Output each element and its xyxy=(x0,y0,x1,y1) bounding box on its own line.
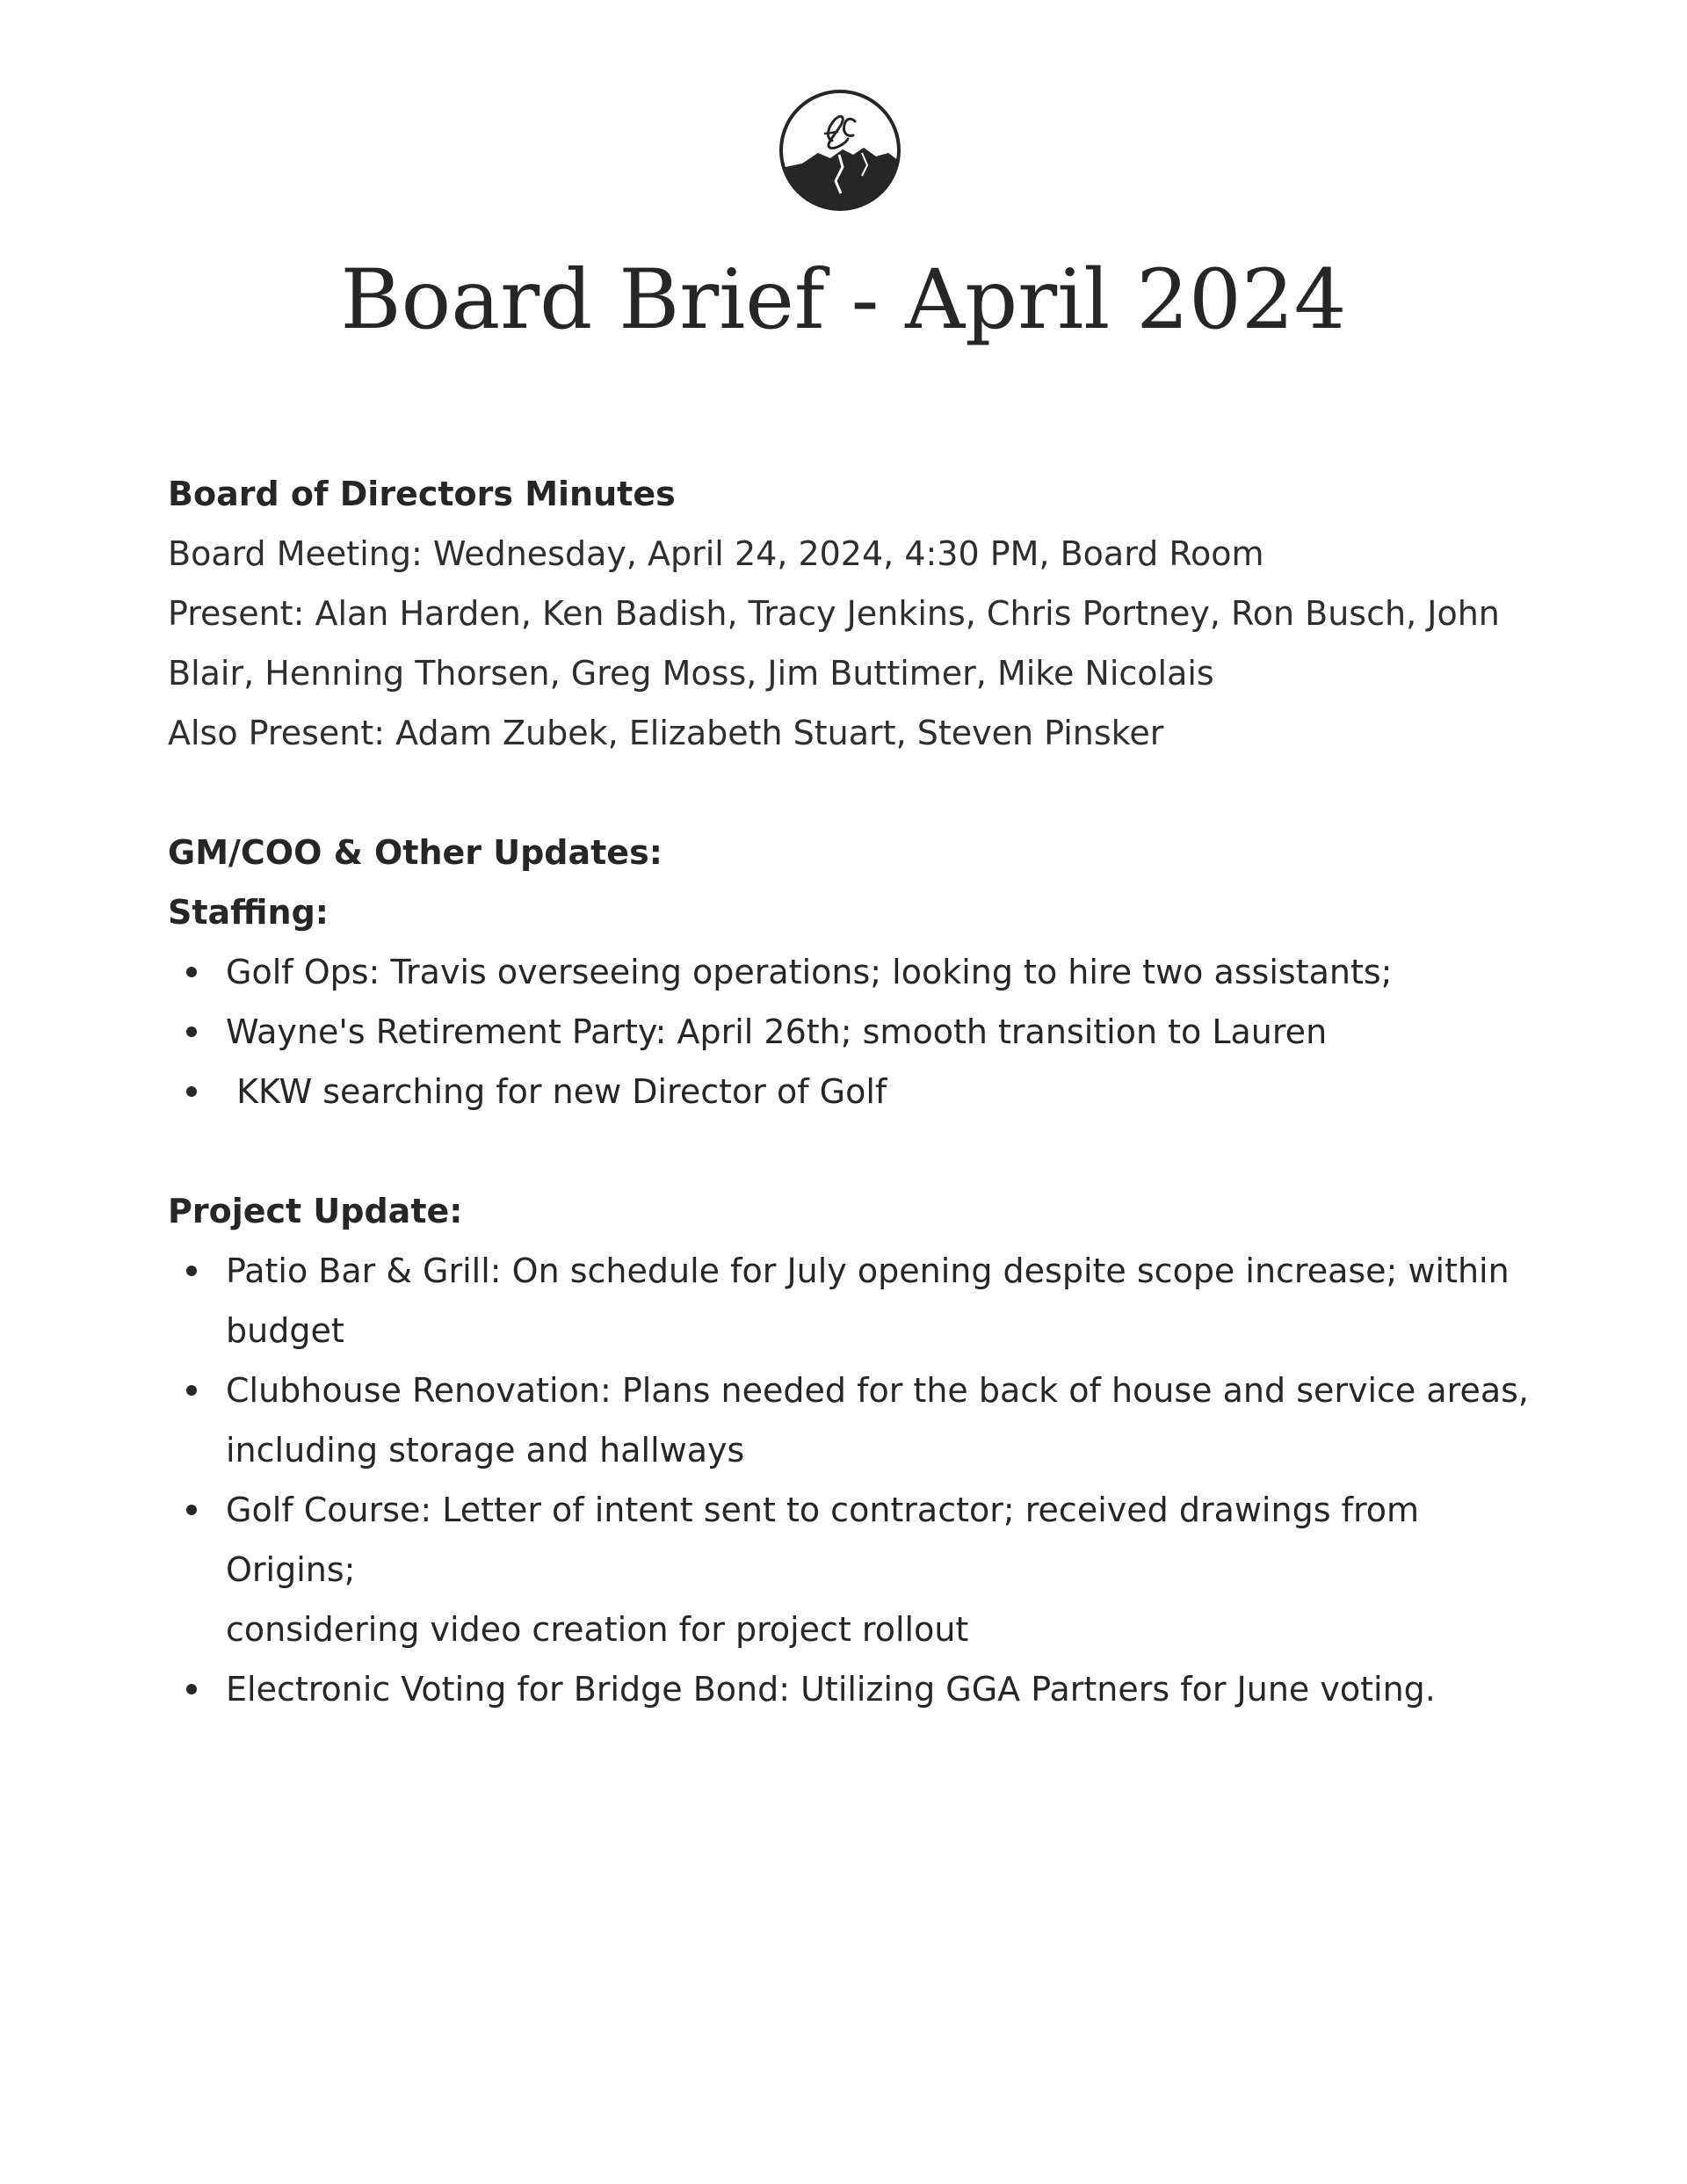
updates-section xyxy=(168,823,1539,1121)
document-body xyxy=(168,464,1539,1719)
meeting-line: Board Meeting: Wednesday, April 24, 2024, 4:30 PM, Board Room xyxy=(168,534,1264,573)
list-item-line: including storage and hallways xyxy=(226,1431,745,1469)
list-item: KKW searching for new Director of Golf xyxy=(168,1062,1539,1121)
project-list xyxy=(168,1241,1539,1719)
list-item xyxy=(168,1480,1539,1659)
staffing-list xyxy=(168,942,1539,1121)
present-line-1: Present: Alan Harden, Ken Badish, Tracy Jenkins, Chris Portney, Ron Busch, John xyxy=(168,594,1500,633)
list-item-line: considering video creation for project rollout xyxy=(226,1610,969,1649)
list-item-line: Clubhouse Renovation: Plans needed for the back of house and service areas, xyxy=(226,1371,1530,1410)
updates-heading: GM/COO & Other Updates: xyxy=(168,833,662,872)
list-item-line: Patio Bar & Grill: On schedule for July opening despite scope increase; within xyxy=(226,1252,1510,1290)
project-heading: Project Update: xyxy=(168,1192,463,1230)
list-item-line: budget xyxy=(226,1311,344,1350)
list-item xyxy=(168,1241,1539,1360)
section-spacer xyxy=(168,1121,1539,1181)
list-item: Golf Ops: Travis overseeing operations; looking to hire two assistants; xyxy=(168,942,1539,1002)
list-item: Wayne's Retirement Party: April 26th; smooth transition to Lauren xyxy=(168,1002,1539,1062)
list-item xyxy=(168,1659,1539,1719)
section-spacer xyxy=(168,763,1539,823)
staffing-heading: Staffing: xyxy=(168,893,329,932)
minutes-section xyxy=(168,464,1539,763)
list-item-line: Golf Course: Letter of intent sent to contractor; received drawings from Origins; xyxy=(226,1491,1419,1589)
present-line-2: Blair, Henning Thorsen, Greg Moss, Jim Buttimer, Mike Nicolais xyxy=(168,654,1214,693)
club-monogram-mountain-icon xyxy=(778,88,902,213)
list-item-line: Electronic Voting for Bridge Bond: Utilizing GGA Partners for June voting. xyxy=(226,1670,1436,1709)
club-logo xyxy=(778,88,902,213)
project-section xyxy=(168,1181,1539,1719)
list-item xyxy=(168,1360,1539,1480)
page-title: Board Brief - April 2024 xyxy=(340,252,1347,348)
also-present-line: Also Present: Adam Zubek, Elizabeth Stuart, Steven Pinsker xyxy=(168,714,1164,752)
minutes-heading: Board of Directors Minutes xyxy=(168,475,676,513)
